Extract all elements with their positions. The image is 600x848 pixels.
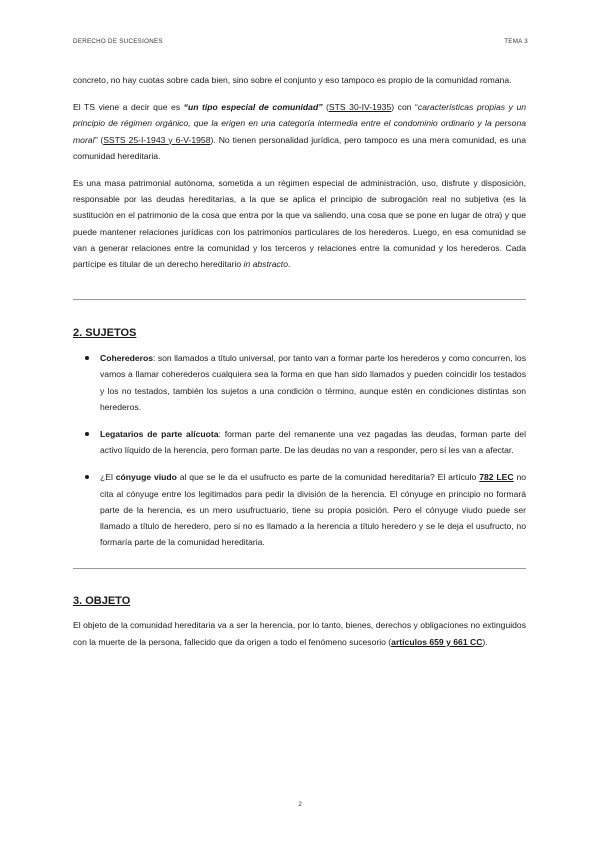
sujetos-list bbox=[73, 350, 526, 550]
paragraph-ts-definition: El TS viene a decir que es “un tipo especial de comunidad” (STS 30-IV-1935) con “características propias y un principio de régimen orgánico, que la erigen en una categoría intermedia entre el condominio ordinario y la persona moral” (SSTS 25-I-1943 y 6-V-1958). No tienen personalidad jurídica, pero tampoco es una mera comunidad, es una comunidad hereditaria. bbox=[73, 102, 527, 161]
case-ref-sts-1935[interactable]: STS 30-IV-1935 bbox=[328, 102, 392, 113]
case-ref-ssts-1943-1958[interactable]: SSTS 25-I-1943 y 6-V-1958 bbox=[103, 134, 211, 145]
list-item-conyuge-viudo: ¿El cónyuge viudo al que se le da el usufructo es parte de la comunidad hereditaria? El artículo 782 LEC no cita al cónyuge entre los legitimados para pedir la división de la herencia. El cónyuge en principio no formará parte de la herencia, es un mero usufructuario, tiene su propia posición. Pero el cónyuge viudo puede ser llamado a título de heredero, pero si no es llamado a la herencia a título heredero y se le deja el usufructo, no formaría parte de la comunidad hereditaria. bbox=[73, 469, 526, 550]
bullet-icon bbox=[85, 356, 89, 360]
quote-tipo-especial: “un tipo especial de comunidad” bbox=[183, 102, 323, 113]
law-ref-articulos-659-661-cc[interactable]: artículos 659 y 661 CC bbox=[391, 636, 483, 647]
page-body bbox=[73, 72, 526, 650]
list-item-legatarios: Legatarios de parte alícuota: forman parte del remanente una vez pagadas las deudas, forman parte del activo líquido de la herencia, pero forman parte. De las deudas no van a responder, pero sí les van a afectar. bbox=[73, 426, 526, 458]
bullet-icon bbox=[85, 475, 89, 479]
term-conyuge-viudo: cónyuge viudo bbox=[115, 472, 177, 483]
paragraph-masa-patrimonial: Es una masa patrimonial autónoma, sometida a un régimen especial de administración, uso, disfrute y disposición, responsable por las deudas hereditarias, a la que se aplica el principio de subrogación real no subjetiva (es la sustitución en el patrimonio de la cosa que entra por la que va saliendo, una cosa que se pone en lugar de otra) y que puede mantener relaciones jurídicas con los patrimonios particulares de los herederos. Luego, en esa comunidad se van a generar relaciones entre la comunidad y los terceros y relaciones entre la comunidad y los herederos. Cada partícipe es titular de un derecho hereditario in abstracto. bbox=[73, 178, 526, 270]
running-header-title: DERECHO DE SUCESIONES bbox=[73, 38, 163, 45]
term-coherederos: Coherederos bbox=[100, 353, 154, 364]
latin-term-in-abstracto: in abstracto bbox=[243, 259, 288, 270]
section-divider bbox=[73, 299, 526, 300]
paragraph-intro-continued: concreto, no hay cuotas sobre cada bien, sino sobre el conjunto y eso tampoco es propio de la comunidad romana. bbox=[73, 75, 512, 85]
page-number: 2 bbox=[298, 801, 302, 808]
paragraph-objeto: El objeto de la comunidad hereditaria va a ser la herencia, por lo tanto, bienes, derechos y obligaciones no extinguidos con la muerte de la persona, fallecido que da origen a todo el fenómeno sucesorio (artículos 659 y 661 CC). bbox=[73, 620, 526, 647]
list-item-coherederos: Coherederos: son llamados a título universal, por tanto van a formar parte los herederos y como concurren, los vamos a llamar coherederos cualquiera sea la forma en que han sido llamados y pueden coincidir los testados y los no testados, también los sujetos a una condición o término, aunque estén en condiciones distintas son herederos. bbox=[73, 350, 526, 415]
law-ref-782-lec[interactable]: 782 LEC bbox=[479, 472, 514, 483]
section-divider bbox=[73, 568, 526, 569]
term-legatarios: Legatarios de parte alícuota bbox=[100, 429, 219, 440]
bullet-icon bbox=[85, 432, 89, 436]
quote-caracteristicas: características propias y un principio de régimen orgánico, que la erigen en una categoría intermedia entre el condominio ordinario y la persona moral” bbox=[73, 102, 527, 145]
section-heading-objeto: 3. OBJETO bbox=[73, 595, 131, 608]
running-header-chapter: TEMA 3 bbox=[504, 38, 528, 45]
section-heading-sujetos: 2. SUJETOS bbox=[73, 327, 137, 340]
text: El TS viene a decir que es bbox=[73, 102, 184, 113]
